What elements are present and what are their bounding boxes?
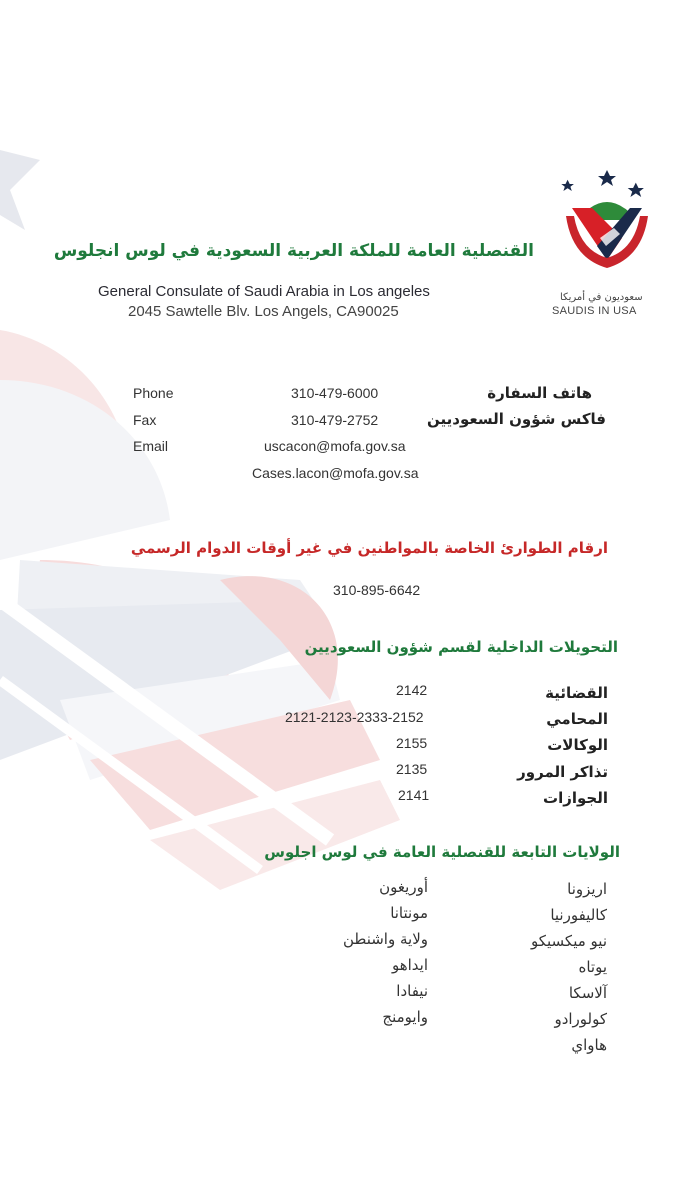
email-link-2[interactable]: Cases.lacon@mofa.gov.sa [252,465,419,481]
extension-value[interactable]: 2121-2123-2333-2152 [285,709,424,725]
states-title-ar: الولايات التابعة للقنصلية العامة في لوس اجلوس [264,843,620,861]
fax-label-ar: فاكس شؤون السعوديين [427,410,606,428]
brand-name-ar: سعوديون في أمريكا [560,292,643,303]
phone-number[interactable]: 310-479-6000 [291,385,379,401]
phone-label-ar: هاتف السفارة [487,384,592,402]
state-item: مونتانا [390,904,428,922]
state-item: كاليفورنيا [550,906,607,924]
extension-value[interactable]: 2142 [396,682,428,698]
consulate-title-ar: القنصلية العامة للملكة العربية السعودية في لوس انجلوس [53,241,534,261]
state-item: هاواي [571,1036,607,1054]
state-item: نيفادا [396,982,428,1000]
fax-number[interactable]: 310-479-2752 [291,412,379,428]
extension-value[interactable]: 2141 [398,787,430,803]
state-item: ولاية واشنطن [342,930,428,948]
emergency-number[interactable]: 310-895-6642 [333,582,421,598]
extension-label: المحامي [546,710,608,728]
extensions-title-ar: التحويلات الداخلية لقسم شؤون السعوديين [304,638,618,656]
state-item: نيو ميكسيكو [530,932,607,950]
state-item: وايومنج [382,1008,428,1026]
email-link-1[interactable]: uscacon@mofa.gov.sa [264,438,406,454]
state-item: ايداهو [391,956,428,974]
consulate-title-en: General Consulate of Saudi Arabia in Los angeles [98,283,430,300]
state-item: آلاسكا [568,984,607,1002]
phone-label: Phone [133,385,174,401]
extension-value[interactable]: 2135 [396,761,428,777]
consulate-address: 2045 Sawtelle Blv. Los Angels, CA90025 [128,303,399,320]
state-item: اريزونا [567,880,607,898]
fax-label: Fax [133,412,157,428]
extension-label: القضائية [545,684,608,702]
extension-label: الوكالات [547,736,608,754]
brand-name-en: SAUDIS IN USA [552,305,637,317]
emergency-title-ar: ارقام الطوارئ الخاصة بالمواطنين في غير أوقات الدوام الرسمي [130,539,608,557]
extension-label: تذاكر المرور [517,763,608,781]
state-item: كولورادو [554,1010,607,1028]
extension-value[interactable]: 2155 [396,735,428,751]
extension-label: الجوازات [543,789,608,807]
state-item: أوريغون [379,878,428,896]
email-label: Email [133,438,169,454]
state-item: يوتاه [578,958,607,976]
